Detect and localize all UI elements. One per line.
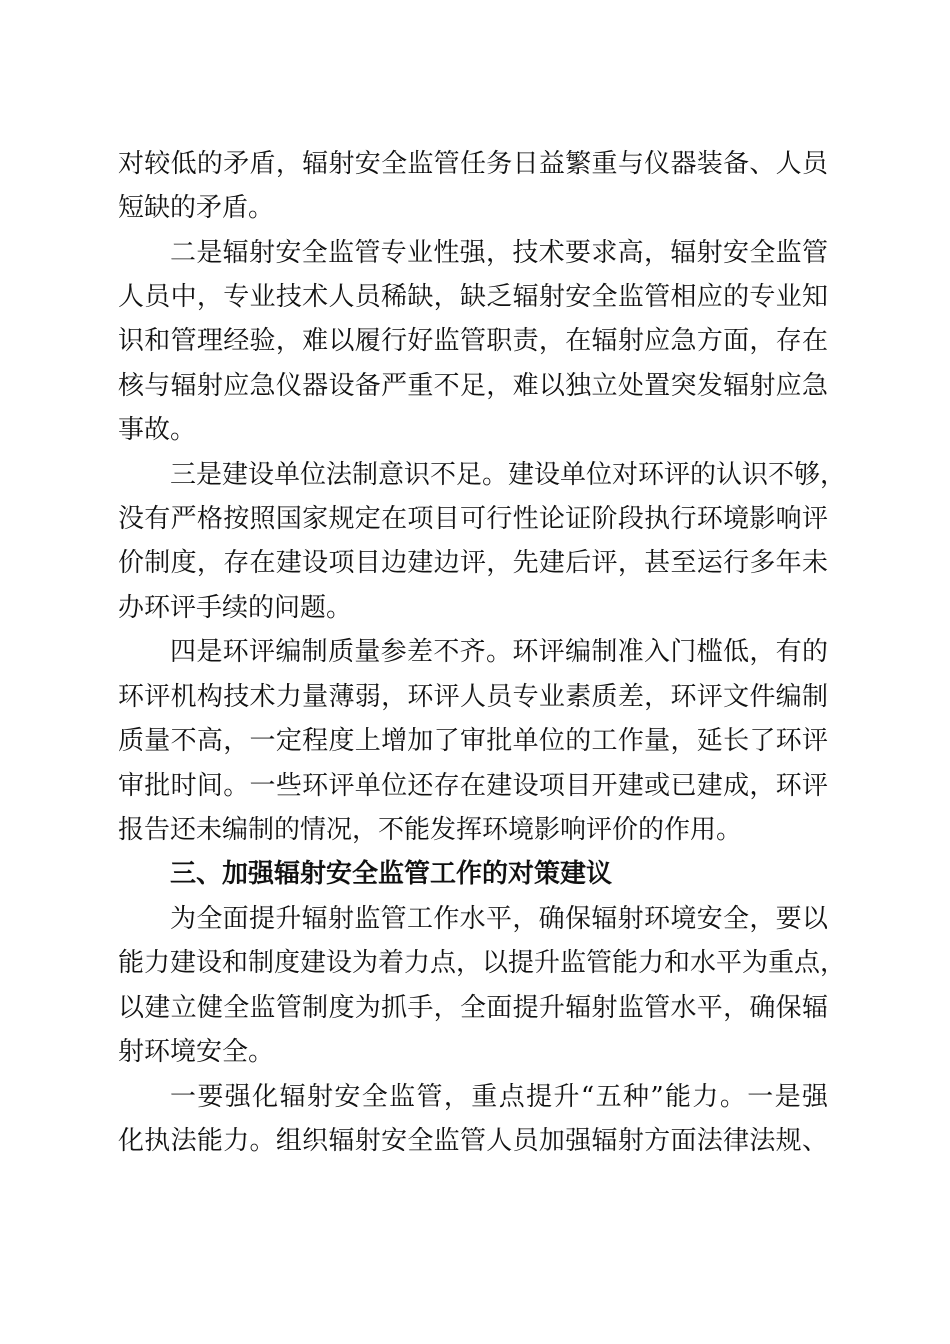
text-line: 以建立健全监管制度为抓手，全面提升辐射监管水平，确保辐 — [118, 993, 828, 1023]
text-line: 报告还未编制的情况，不能发挥环境影响评价的作用。 — [118, 815, 743, 845]
text-line: 价制度，存在建设项目边建边评，先建后评，甚至运行多年未 — [118, 548, 828, 578]
text-line: 环评机构技术力量薄弱，环评人员专业素质差，环评文件编制 — [118, 682, 828, 712]
paragraph-first-line: 为全面提升辐射监管工作水平，确保辐射环境安全，要以 — [170, 904, 828, 934]
text-line: 办环评手续的问题。 — [118, 593, 353, 623]
paragraph-first-line: 三是建设单位法制意识不足。建设单位对环评的认识不够， — [170, 460, 847, 490]
paragraph-first-line: 四是环评编制质量参差不齐。环评编制准入门槛低，有的 — [170, 637, 828, 667]
text-line: 识和管理经验，难以履行好监管职责，在辐射应急方面，存在 — [118, 326, 828, 356]
paragraph-first-line: 二是辐射安全监管专业性强，技术要求高，辐射安全监管 — [170, 238, 828, 268]
text-line: 审批时间。一些环评单位还存在建设项目开建或已建成，环评 — [118, 771, 828, 801]
text-line: 射环境安全。 — [118, 1037, 275, 1067]
text-line: 对较低的矛盾，辐射安全监管任务日益繁重与仪器装备、人员 — [118, 149, 828, 179]
text-line: 能力建设和制度建设为着力点，以提升监管能力和水平为重点， — [118, 948, 847, 978]
section-heading: 三、加强辐射安全监管工作的对策建议 — [170, 859, 613, 889]
paragraph-first-line: 一要强化辐射安全监管，重点提升“五种”能力。一是强 — [170, 1082, 828, 1112]
text-line: 短缺的矛盾。 — [118, 193, 275, 223]
text-line: 没有严格按照国家规定在项目可行性论证阶段执行环境影响评 — [118, 504, 828, 534]
text-line: 人员中，专业技术人员稀缺，缺乏辐射安全监管相应的专业知 — [118, 282, 828, 312]
text-line: 质量不高，一定程度上增加了审批单位的工作量，延长了环评 — [118, 726, 828, 756]
text-line: 化执法能力。组织辐射安全监管人员加强辐射方面法律法规、 — [118, 1126, 828, 1156]
text-line: 核与辐射应急仪器设备严重不足，难以独立处置突发辐射应急 — [118, 371, 828, 401]
text-line: 事故。 — [118, 415, 197, 445]
